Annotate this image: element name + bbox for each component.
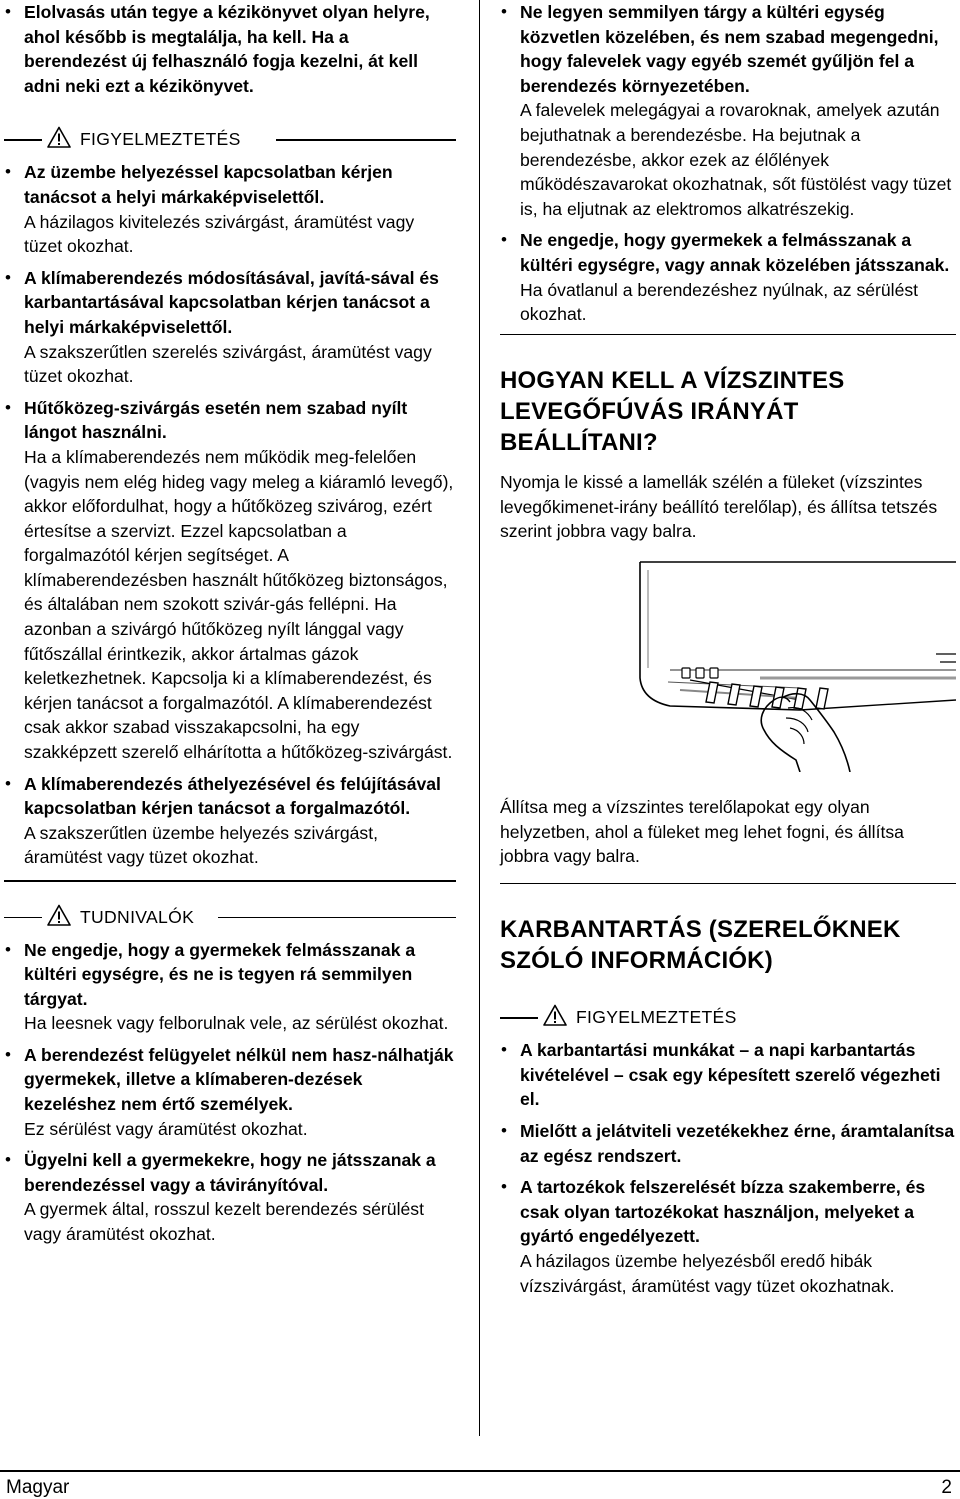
bullet-icon: • xyxy=(501,2,507,21)
page-number: 2 xyxy=(941,1477,952,1498)
bullet-icon: • xyxy=(5,1150,11,1170)
item-text: A szakszerűtlen szerelés szivárgást, áramütést vagy tüzet okozhat. xyxy=(24,341,432,387)
left-column xyxy=(4,0,456,1254)
item-bold: Ne legyen semmilyen tárgy a kültéri egység közvetlen közelében, és nem szabad megengedni, hogy falevelek vagy egyéb szemét gyűljön fel a berendezés környezetében. xyxy=(520,2,939,96)
item-text: Ha óvatlanul a berendezéshez nyúlnak, az sérülést okozhat. xyxy=(520,279,919,325)
list-item xyxy=(500,0,956,221)
item-bold: Mielőtt a jelátviteli vezetékekhez érne, áramtalanítsa az egész rendszert. xyxy=(520,1121,955,1166)
list-item xyxy=(4,160,456,258)
item-bold: A berendezést felügyelet nélkül nem hasz-nálhatják gyermekek, illetve a klímaberen-dezések kezeléshez nem értő személyek. xyxy=(24,1044,454,1115)
list-item xyxy=(4,266,456,389)
item-bold: A tartozékok felszerelését bízza szakemberre, és csak olyan tartozékokat használjon, melyeket a gyártó engedélyezett. xyxy=(520,1177,926,1247)
bullet-icon: • xyxy=(5,267,11,287)
warning-triangle-icon xyxy=(47,126,71,148)
item-bold: Hűtőközeg-szivárgás esetén nem szabad nyílt lángot használni. xyxy=(24,397,408,443)
section-heading: HOGYAN KELL A VÍZSZINTES LEVEGŐFÚVÁS IRÁNYÁT BEÁLLÍTANI? xyxy=(500,367,845,457)
warning-list xyxy=(4,160,456,870)
item-bold: A klímaberendezés módosításával, javítá-sával és karbantartásával kapcsolatban kérjen tanácsot a helyi márkaképviselettől. xyxy=(24,267,439,337)
rule xyxy=(218,917,456,919)
list-item xyxy=(4,1043,456,1141)
intro-text: Elolvasás után tegye a kézikönyvet olyan helyre, ahol később is megtalálja, ha kell. Ha a berendezést új felhasználó fogja kezelni, át kell adni neki ezt a kézikönyvet. xyxy=(24,2,430,96)
bullet-icon: • xyxy=(501,1040,507,1060)
item-bold: A klímaberendezés áthelyezésével és felújításával kapcsolatban kérjen tanácsot a forgalmazótól. xyxy=(24,773,441,819)
item-text: Ha a klímaberendezés nem működik meg-felelően (vagyis nem elég hideg vagy meleg a kiáramló levegő), akkor előfordulhat, hogy a hűtőközeg szivárog, ezért értesítse a szervizt. Ezzel kapcsolatban a forgalmazótól kérjen segítséget. A klímaberendezésben használt hűtőközeg biztonságos, és általában nem szokott szivár-gás fellépni. Ha azonban a szivárgó hűtőközeg nyílt lánggal vagy fűtőszállal érintkezik, akkor ártalmas gázok keletkezhetnek. Kapcsolja ki a klímaberendezést, és kérjen tanácsot a forgalmazótól. A klímaberendezést csak akkor szabad visszakapcsolni, ha egy szakképzett szerelő elhárította a hűtőközeg-szivárgást. xyxy=(24,446,454,763)
item-bold: Ne engedje, hogy a gyermekek felmásszanak a kültéri egységre, és ne is tegyen rá semmilyen tárgyat. xyxy=(24,939,416,1009)
caution-header xyxy=(4,904,456,932)
warning-header xyxy=(4,126,456,154)
caution-title: TUDNIVALÓK xyxy=(80,906,195,927)
list-item xyxy=(4,396,456,765)
bullet-icon: • xyxy=(5,162,11,182)
intro-list xyxy=(4,0,456,98)
footer-rule xyxy=(0,1470,960,1472)
list-item xyxy=(4,1148,456,1246)
warning-title: FIGYELMEZTETÉS xyxy=(576,1007,737,1028)
warning-triangle-icon xyxy=(543,1004,567,1026)
warning-triangle-icon xyxy=(47,904,71,926)
section-divider xyxy=(500,334,956,336)
item-text: A házilagos üzembe helyezésből eredő hibák vízszivárgást, áramütést vagy tüzet okozhatnak. xyxy=(520,1251,895,1296)
caution-list xyxy=(4,938,456,1247)
bullet-icon: • xyxy=(5,773,11,793)
section-text: Nyomja le kissé a lamellák szélén a füleket (vízszintes levegőkimenet-irány beállító terelőlap), és állítsa tetszés szerint jobbra vagy balra. xyxy=(500,472,938,542)
rule xyxy=(4,139,42,141)
item-text: A szakszerűtlen üzembe helyezés szivárgást, áramütést vagy tüzet okozhat. xyxy=(24,822,378,868)
footer-language: Magyar xyxy=(6,1477,70,1498)
right-list xyxy=(500,0,956,327)
item-bold: A karbantartási munkákat – a napi karbantartás kivételével – csak egy képesített szerelő végezheti el. xyxy=(520,1040,941,1110)
list-item xyxy=(4,772,456,870)
item-bold: Ne engedje, hogy gyermekek a felmásszanak a kültéri egységre, vagy annak közelében játsszanak. xyxy=(520,230,950,275)
rule xyxy=(276,139,456,141)
list-item xyxy=(4,938,456,1036)
bullet-icon: • xyxy=(501,1177,507,1197)
list-item xyxy=(500,1038,956,1112)
section-heading: KARBANTARTÁS (SZERELŐKNEK SZÓLÓ INFORMÁCIÓK) xyxy=(500,916,901,975)
list-item xyxy=(4,0,456,98)
item-text: Ez sérülést vagy áramütést okozhat. xyxy=(24,1118,308,1139)
rule xyxy=(4,917,42,919)
item-text: A falevelek melegágyai a rovaroknak, amelyek azután bejuthatnak a berendezésbe. Ha bejutnak a berendezésbe, akkor ezek az élőlények működészavarokat okozhatnak, sőt füstölést vagy tüzet is, ha eljutnak az elektromos alkatrészekig. xyxy=(520,100,952,219)
list-item xyxy=(500,1119,956,1168)
section-divider xyxy=(500,883,956,885)
list-item xyxy=(500,1175,956,1298)
item-text: A házilagos kivitelezés szivárgást, áramütést vagy tüzet okozhat. xyxy=(24,211,415,257)
column-divider xyxy=(479,0,480,1436)
right-column xyxy=(500,0,956,1305)
illustration-caption: Állítsa meg a vízszintes terelőlapokat egy olyan helyzetben, ahol a füleket meg lehet fogni, és állítsa jobbra vagy balra. xyxy=(500,797,904,867)
item-bold: Ügyelni kell a gyermekekre, hogy ne játsszanak a berendezéssel vagy a távirányítóval. xyxy=(24,1150,436,1195)
bullet-icon: • xyxy=(5,939,11,959)
rule xyxy=(500,1017,538,1019)
louver-adjustment-illustration xyxy=(500,550,956,772)
list-item xyxy=(500,228,956,326)
maintenance-list xyxy=(500,1038,956,1298)
item-bold: Az üzembe helyezéssel kapcsolatban kérjen tanácsot a helyi márkaképviselettől. xyxy=(24,162,393,207)
section-divider xyxy=(4,880,456,882)
item-text: A gyermek által, rosszul kezelt berendezés sérülést vagy áramütést okozhat. xyxy=(24,1199,424,1245)
warning-title: FIGYELMEZTETÉS xyxy=(80,129,241,150)
bullet-icon: • xyxy=(5,397,11,417)
bullet-icon: • xyxy=(5,2,11,21)
warning-header xyxy=(500,1004,956,1032)
item-text: Ha leesnek vagy felborulnak vele, az sérülést okozhat. xyxy=(24,1013,449,1034)
bullet-icon: • xyxy=(5,1044,11,1064)
bullet-icon: • xyxy=(501,1121,507,1141)
bullet-icon: • xyxy=(501,230,507,250)
